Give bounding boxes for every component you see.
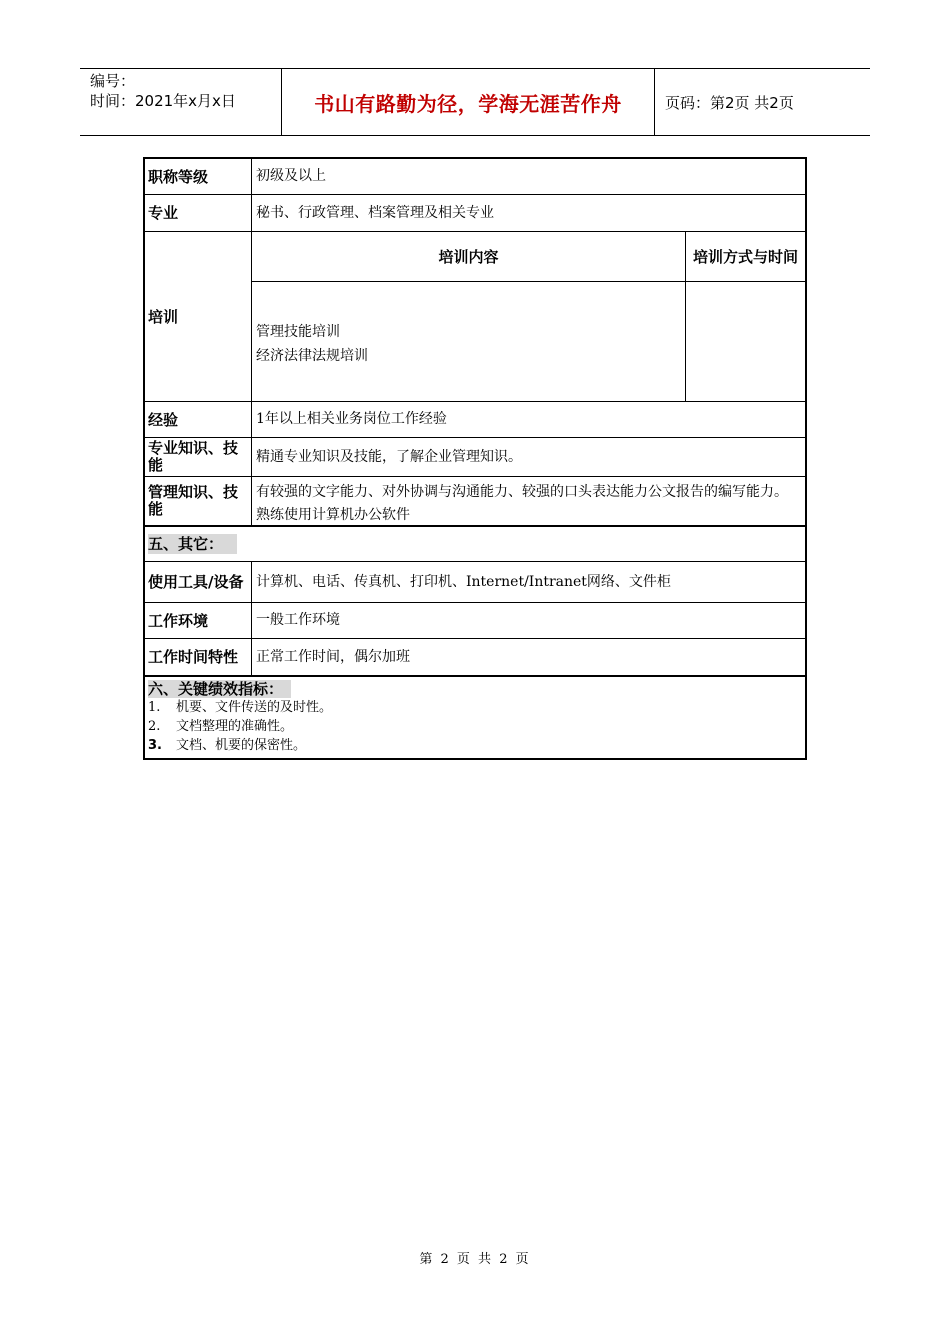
list-item bbox=[148, 736, 802, 755]
value-pro-knowledge: 精通专业知识及技能，了解企业管理知识。 bbox=[256, 448, 522, 465]
row-environment bbox=[145, 603, 805, 639]
training-content-header: 培训内容 bbox=[252, 232, 686, 281]
value-major: 秘书、行政管理、档案管理及相关专业 bbox=[256, 204, 494, 221]
page-footer: 第 2 页 共 2 页 bbox=[419, 1252, 531, 1267]
row-work-hours bbox=[145, 639, 805, 677]
label-tools: 使用工具/设备 bbox=[145, 562, 252, 602]
value-experience: 1年以上相关业务岗位工作经验 bbox=[256, 411, 447, 427]
list-item bbox=[148, 717, 802, 736]
kpi-number: 1. bbox=[148, 700, 161, 715]
value-mgmt-knowledge: 有较强的文字能力、对外协调与沟通能力、较强的口头表达能力公文报告的编写能力。熟练使用计算机办公软件 bbox=[256, 484, 788, 523]
section-6-kpi bbox=[145, 677, 805, 760]
training-item: 管理技能培训 bbox=[256, 324, 340, 340]
list-item bbox=[148, 698, 802, 717]
section-5-title: 五、其它： bbox=[148, 534, 237, 554]
section-6-heading bbox=[148, 679, 802, 698]
row-mgmt-knowledge bbox=[145, 477, 805, 527]
training-body bbox=[252, 282, 805, 401]
label-major: 专业 bbox=[145, 195, 252, 231]
label-experience: 经验 bbox=[145, 402, 252, 437]
kpi-number: 3. bbox=[148, 738, 162, 753]
value-tools: 计算机、电话、传真机、打印机、Internet/Intranet网络、文件柜 bbox=[256, 573, 671, 590]
training-content-list bbox=[252, 282, 686, 401]
header-page-info: 页码：第2页 共2页 bbox=[665, 93, 794, 112]
job-spec-form bbox=[143, 157, 807, 760]
label-environment: 工作环境 bbox=[145, 603, 252, 638]
row-training bbox=[145, 232, 805, 402]
label-work-hours: 工作时间特性 bbox=[145, 639, 252, 675]
value-title-grade: 初级及以上 bbox=[256, 168, 326, 184]
header-meta bbox=[80, 69, 282, 135]
value-work-hours: 正常工作时间，偶尔加班 bbox=[256, 648, 410, 665]
row-pro-knowledge bbox=[145, 438, 805, 477]
training-method-cell bbox=[686, 282, 805, 401]
label-training: 培训 bbox=[145, 232, 252, 401]
section-6-title: 六、关键绩效指标： bbox=[148, 680, 291, 698]
page-header bbox=[80, 68, 870, 136]
label-mgmt-knowledge: 管理知识、技能 bbox=[145, 477, 252, 525]
training-table bbox=[252, 232, 805, 401]
section-5-heading bbox=[145, 527, 805, 562]
row-title-grade bbox=[145, 159, 805, 195]
training-header bbox=[252, 232, 805, 282]
header-motto: 书山有路勤为径，学海无涯苦作舟 bbox=[282, 69, 655, 135]
kpi-text: 机要、文件传送的及时性。 bbox=[176, 700, 333, 715]
row-tools bbox=[145, 562, 805, 603]
training-method-header: 培训方式与时间 bbox=[692, 247, 798, 266]
serial-label: 编号： bbox=[90, 72, 136, 90]
kpi-text: 文档整理的准确性。 bbox=[176, 719, 294, 734]
kpi-number: 2. bbox=[148, 719, 161, 734]
value-environment: 一般工作环境 bbox=[256, 612, 340, 628]
row-major bbox=[145, 195, 805, 232]
label-pro-knowledge: 专业知识、技能 bbox=[145, 438, 252, 476]
training-item: 经济法律法规培训 bbox=[256, 348, 368, 364]
label-title-grade: 职称等级 bbox=[145, 159, 252, 194]
row-experience bbox=[145, 402, 805, 438]
date-line: 时间：2021年x月x日 bbox=[90, 92, 236, 110]
kpi-text: 文档、机要的保密性。 bbox=[176, 738, 307, 753]
